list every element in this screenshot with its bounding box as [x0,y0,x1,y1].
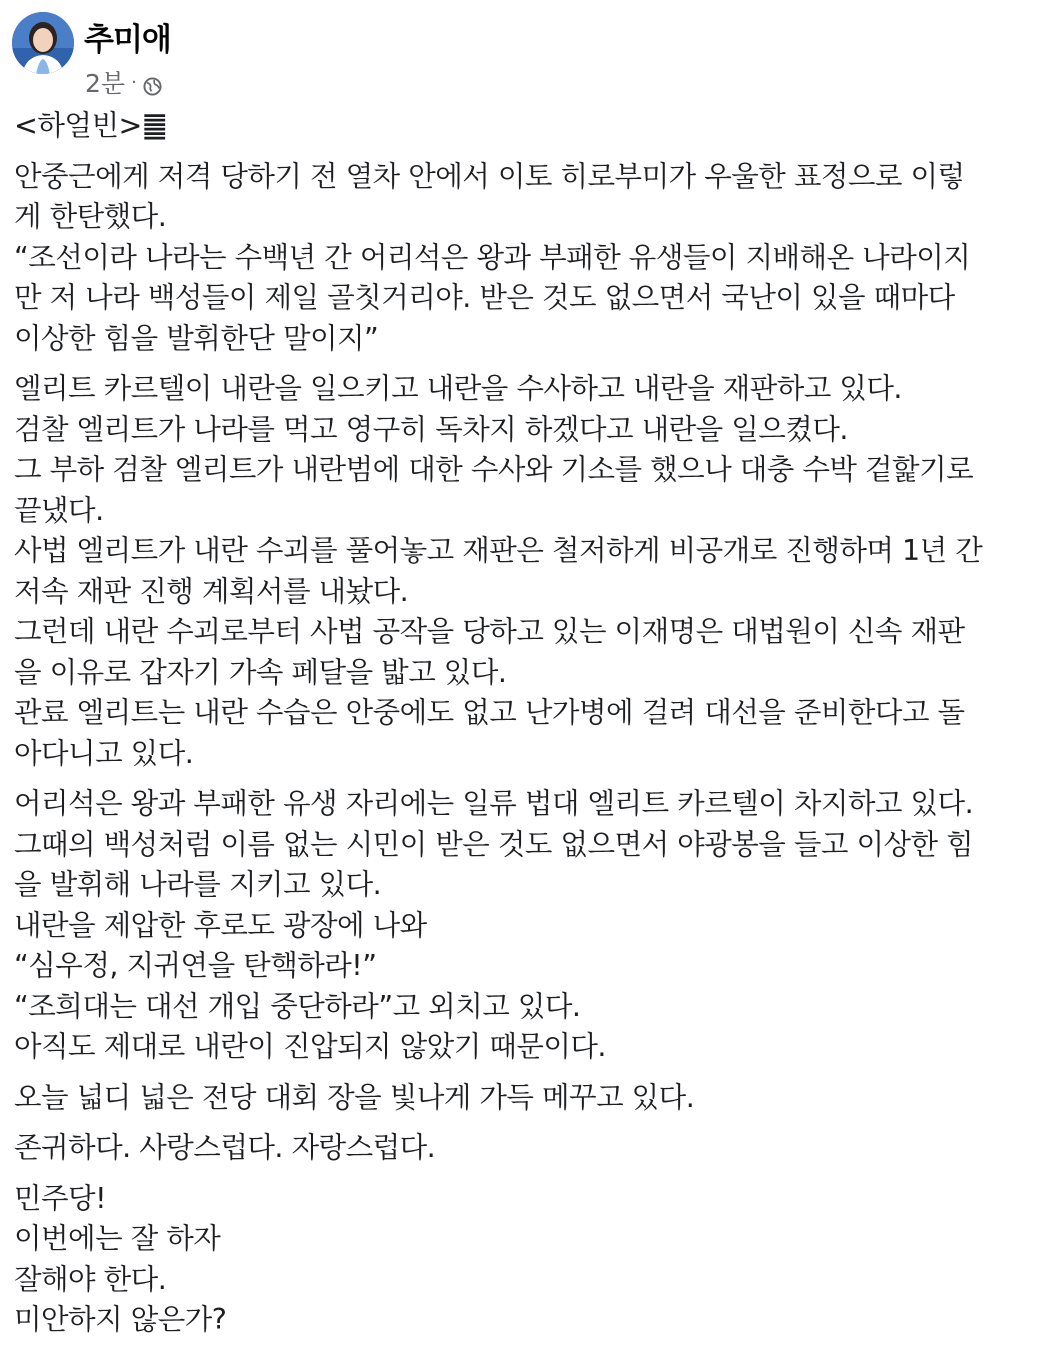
post-time[interactable]: 2분 [85,69,126,98]
post-line: 엘리트 카르텔이 내란을 일으키고 내란을 수사하고 내란을 재판하고 있다. [14,372,902,405]
post-line: 그 부하 검찰 엘리트가 내란범에 대한 수사와 기소를 했으나 대충 수박 겉핥기로 [14,453,974,486]
post-line: 미안하지 않은가? [14,1303,227,1336]
post-line: 이상한 힘을 발휘한단 말이지” [14,321,379,355]
post-line: 어리석은 왕과 부패한 유생 자리에는 일류 법대 엘리트 카르텔이 차지하고 있다. [14,787,974,820]
post-line: <하얼빈>䷀ [14,109,167,142]
globe-icon[interactable] [143,73,162,92]
paragraph-2 [14,157,1024,360]
post-line: 게 한탄했다. [14,200,167,233]
paragraph-5 [14,1078,1024,1119]
avatar[interactable] [12,12,74,74]
post-line: 그런데 내란 수괴로부터 사법 공작을 당하고 있는 이재명은 대법원이 신속 재판 [14,615,965,648]
post-line: 만 저 나라 백성들이 제일 골칫거리야. 받은 것도 없으면서 국난이 있을 때마다 [14,281,955,314]
post-meta [85,64,162,100]
post-line: 을 발휘해 나라를 지키고 있다. [14,868,382,901]
post-line: 아다니고 있다. [14,736,194,770]
post-body [14,106,1024,1351]
post-line: “조선이라 나라는 수백년 간 어리석은 왕과 부패한 유생들이 지배해온 나라이지 [14,240,971,274]
post-line: 존귀하다. 사랑스럽다. 자랑스럽다. [14,1131,436,1164]
post-line: 을 이유로 갑자기 가속 페달을 밟고 있다. [14,655,507,689]
meta-separator: · [131,71,137,93]
post-line: “조희대는 대선 개입 중단하라”고 외치고 있다. [14,989,581,1023]
post-line: 안중근에게 저격 당하기 전 열차 안에서 이토 히로부미가 우울한 표정으로 이렇 [14,159,965,193]
author-name[interactable]: 추미애 [84,22,171,58]
post-line: 관료 엘리트는 내란 수습은 안중에도 없고 난가병에 걸려 대선을 준비한다고 돌 [14,696,965,729]
post-line: 끝냈다. [14,493,104,527]
post-line: 그때의 백성처럼 이름 없는 시민이 받은 것도 없으면서 야광봉을 들고 이상한 힘 [14,827,974,861]
post-line: 민주당! [14,1181,107,1215]
post-line: 저속 재판 진행 계획서를 내놨다. [14,574,409,608]
profile-photo [12,12,74,74]
paragraph-1 [14,106,1024,147]
post-line: 사법 엘리트가 내란 수괴를 풀어놓고 재판은 철저하게 비공개로 진행하며 1년 간 [14,534,983,567]
paragraph-4 [14,784,1024,1068]
post-line: 아직도 제대로 내란이 진압되지 않았기 때문이다. [14,1030,606,1063]
post-line: “심우정, 지귀연을 탄핵하라!” [14,949,377,982]
post-line: 이번에는 잘 하자 [14,1222,221,1255]
paragraph-6 [14,1128,1024,1169]
paragraph-7 [14,1179,1024,1341]
paragraph-3 [14,369,1024,774]
post-line: 잘해야 한다. [14,1262,167,1296]
post-line: 오늘 넓디 넓은 전당 대회 장을 빛나게 가득 메꾸고 있다. [14,1080,695,1114]
post-line: 내란을 제압한 후로도 광장에 나와 [14,908,427,942]
post-line: 검찰 엘리트가 나라를 먹고 영구히 독차지 하겠다고 내란을 일으켰다. [14,412,848,446]
